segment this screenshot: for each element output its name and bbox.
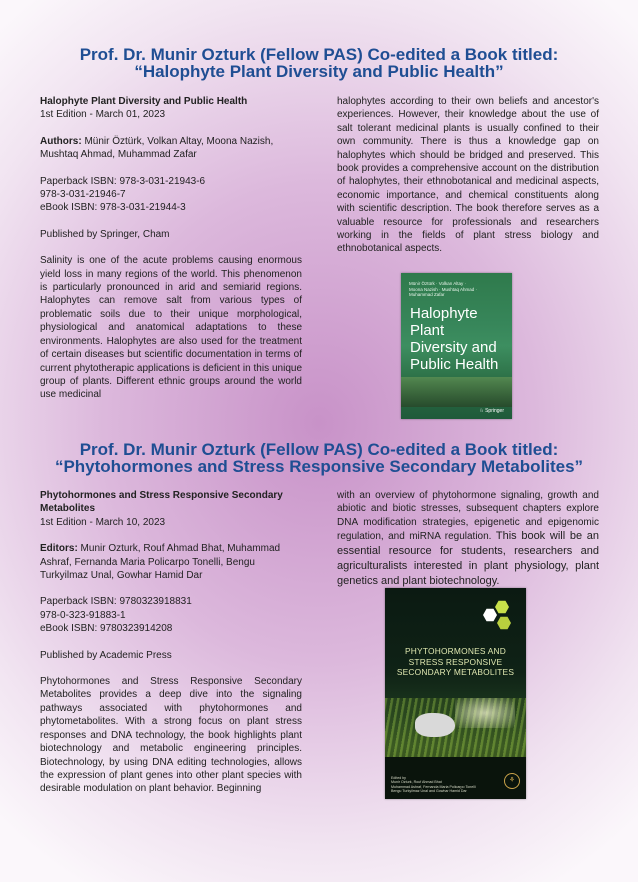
section1-authors-line2: Mushtaq Ahmad, Muhammad Zafar: [40, 149, 197, 161]
section2-description-right-part1: with an overview of phytohormone signaling, growth and abiotic and biotic stresses, subsequent chapters explore DNA modification strategies, epigenetic and epigenomic regulation, and miRNA regulation.: [337, 490, 599, 543]
section1-isbn-paperback: Paperback ISBN: 978-3-031-21943-6: [40, 175, 206, 187]
cover2-gloved-hand: [415, 713, 455, 737]
section1-isbn-2: 978-3-031-21946-7: [40, 189, 126, 201]
section1-authors-label: Authors:: [40, 135, 82, 147]
cover1-title-line2: Plant: [410, 322, 445, 339]
section1-edition: 1st Edition - March 01, 2023: [40, 109, 166, 121]
section2-description-left: Phytohormones and Stress Responsive Secondary Metabolites provides a deep dive into the signaling pathways associated with phytohormones and phytometabolites. With a strong focus on plant stress responses and DNA technology, the book highlights plant biotechnology and metabolic engineering principles. Biotechnology, by using DNA editing technologies, allows the expression of plant genes into other plant species with desirable modulation on plant behavior. Beginning: [40, 676, 302, 795]
section1-heading-line2: “Halophyte Plant Diversity and Public Health”: [134, 62, 504, 81]
cover1-authors-line2: Moona Nazish · Mushtaq Ahmad ·: [409, 286, 478, 292]
cover1-authors: [409, 281, 509, 298]
section1-right-column: [337, 95, 599, 256]
section2-book-title-line2: Metabolites: [40, 503, 96, 515]
section1-authors-line1: Münir Öztürk, Volkan Altay, Moona Nazish,: [81, 135, 274, 147]
section2-heading-line1: Prof. Dr. Munir Ozturk (Fellow PAS) Co-edited a Book titled:: [79, 440, 559, 459]
cover2-title-line2: STRESS RESPONSIVE: [408, 656, 503, 667]
section2-description-right: [337, 489, 599, 589]
publisher-logo-icon: ⚘: [504, 773, 520, 789]
section2-description-right-part2: This book will be an essential resource for students, researchers and agriculturalists interested in plant physiology, plant genetics and plant biotechnology.: [337, 530, 600, 588]
section2-editors-label: Editors:: [40, 543, 78, 555]
section2-isbn-paperback: Paperback ISBN: 9780323918831: [40, 596, 192, 608]
halophyte-book-cover: [401, 273, 512, 419]
section1-isbn-ebook: eBook ISBN: 978-3-031-21944-3: [40, 202, 186, 214]
cover2-editors-line3: Bengu Turkyilmaz Unal and Gowhar Hamid Dar: [391, 789, 467, 794]
hexagon-green-icon: [497, 616, 511, 630]
section1-left-column: [40, 95, 302, 402]
section1-description-left: Salinity is one of the acute problems causing enormous yield loss in many regions of the world. This phenomenon is particularly pronounced in arid and semiarid regions. Halophytes can remove salt from various types of problematic soils due to their unique morphological, physiological and anatomical adaptations to these environments. Halophytes are also used for the treatment of certain diseases but scientific documentation in terms of current phytotherapic applications is deficient in this unique group of plants. Different ethnic groups around the world use medicinal: [40, 255, 302, 401]
section1-book-title: Halophyte Plant Diversity and Public Health: [40, 96, 248, 107]
section2-left-column: [40, 489, 302, 796]
cover1-plant-image: [401, 377, 512, 407]
section1-publisher: Published by Springer, Cham: [40, 228, 170, 240]
phytohormones-book-cover: [385, 588, 526, 799]
cover1-authors-line1: Münir Öztürk · Volkan Altay ·: [409, 281, 467, 286]
section2-editors-line3: Turkyilmaz Unal, Gowhar Hamid Dar: [40, 570, 203, 582]
cover1-title-line1: Halophyte: [410, 305, 478, 322]
cover2-editors-line1: Munir Ozturk, Rouf Ahmad Bhat: [391, 780, 442, 785]
cover2-sun-glow: [455, 698, 515, 728]
hexagon-lime-icon: [495, 600, 509, 614]
cover1-publisher: [479, 408, 504, 414]
section1-authors: [40, 135, 302, 148]
section2-right-column: [337, 489, 599, 589]
cover1-title-line3: Diversity and: [410, 339, 497, 356]
cover2-title-line1: PHYTOHORMONES AND: [405, 646, 506, 656]
cover2-title-line3: SECONDARY METABOLITES: [396, 667, 515, 677]
section2-editors-line2: Ashraf, Fernanda Maria Policarpo Tonelli, Bengu: [40, 556, 255, 568]
cover2-editors-line2: Muhammad Ashraf, Fernanda Maria Policarpo Tonelli: [391, 784, 476, 789]
cover1-publisher-name: Springer: [485, 408, 504, 414]
cover2-title: [391, 646, 520, 678]
section2-isbn-ebook: eBook ISBN: 9780323914208: [40, 623, 173, 635]
cover1-title-line4: Public Health: [410, 356, 499, 373]
section1-heading-line1: Prof. Dr. Munir Ozturk (Fellow PAS) Co-edited a Book titled:: [79, 45, 559, 64]
springer-logo-icon: ♘: [479, 408, 486, 414]
cover1-title: [410, 305, 510, 373]
section2-publisher: Published by Academic Press: [40, 649, 172, 661]
section2-editors-line1: Munir Ozturk, Rouf Ahmad Bhat, Muhammad: [77, 543, 281, 555]
section2-editors: [40, 542, 302, 555]
hexagon-white-icon: [483, 608, 497, 622]
section2-heading-line2: “Phytohormones and Stress Responsive Secondary Metabolites”: [54, 457, 584, 476]
cover2-edited-by: Edited by: [391, 775, 406, 780]
cover2-editors: [391, 776, 501, 794]
section1-description-right: halophytes according to their own beliefs and ancestor's experiences. However, their knowledge about the use of salt tolerant medicinal plants is usually confined to their own community. There is thus a knowledge gap on halophytes which should be bridged and preserved. This book provides a comprehensive account on the distribution of halophytes, their ethnobotanical and medicinal aspects, economic importance, and chemical constituents along with scientific description. The book therefore serves as a valuable resource for professionals and researchers working in the fields of plant stress biology and ethnobotanical aspects.: [337, 96, 599, 255]
section2-edition: 1st Edition - March 10, 2023: [40, 516, 166, 528]
section2-isbn-2: 978-0-323-91883-1: [40, 609, 126, 621]
cover1-authors-line3: Muhammad Zafar: [409, 292, 445, 297]
section2-book-title-line1: Phytohormones and Stress Responsive Secondary: [40, 490, 283, 501]
